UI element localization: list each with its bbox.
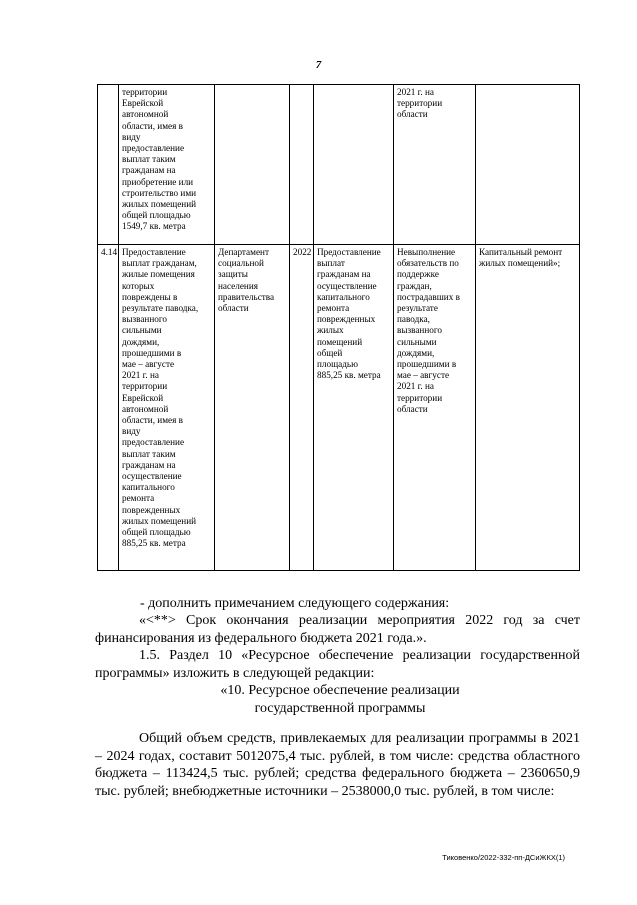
indicator-link-cell [476,85,580,245]
indicator-link-cell: Капитальный ремонт жилых помещений»; [476,245,580,571]
measure-name-cell: территории Еврейской автономной области, имея в виду предоставление выплат таким гражданам на приобретение или строительство ими жилых помещений общей площадью 1549,7 кв. метра [119,85,215,245]
document-footer-id: Тиковенко/2022-332-пп-ДСиЖКХ(1) [442,853,565,862]
measures-table [97,84,580,571]
table-row [98,85,580,245]
section-heading: «10. Ресурсное обеспечение реализации государственной программы [220,683,460,716]
funding-paragraph: Общий объем средств, привлекаемых для реализации программы в 2021 – 2024 годах, составит 5012075,4 тыс. рублей, в том числе: средства областного бюджета – 113424,5 тыс. рублей; средства федерального бюджета – 2360650,9 тыс. рублей; внебюджетные источники – 2538000,0 тыс. рублей, в том числе: [95,731,580,799]
measure-name-cell: Предоставление выплат гражданам, жилые помещения которых повреждены в результате паводка, вызванного сильными дождями, прошедшими в мае – августе 2021 г. на территории Еврейской автономной области, имея в виду предоставление выплат таким гражданам на осуществление капитального ремонта поврежденных жилых помещений общей площадью 885,25 кв. метра [119,245,215,571]
expected-result-cell: Предоставление выплат гражданам на осуществление капитального ремонта поврежденных жилых помещений общей площадью 885,25 кв. метра [314,245,394,571]
year-cell [290,85,314,245]
year-cell: 2022 [290,245,314,571]
consequences-cell: Невыполнение обязательств по поддержке граждан, пострадавших в результате паводка, вызванного сильными дождями, прошедшими в мае – августе 2021 г. на территории области [394,245,476,571]
consequences-cell: 2021 г. на территории области [394,85,476,245]
page-number: 7 [315,59,322,71]
executor-cell: Департамент социальной защиты населения правительства области [215,245,290,571]
amendment-paragraph: - дополнить примечанием следующего содержания: [140,596,450,611]
table-row [98,245,580,571]
note-paragraph: «<**> Срок окончания реализации мероприятия 2022 год за счет финансирования из федерального бюджета 2021 года.». [95,613,580,646]
section-amendment-paragraph: 1.5. Раздел 10 «Ресурсное обеспечение реализации государственной программы» изложить в следующей редакции: [95,648,580,681]
executor-cell [215,85,290,245]
expected-result-cell [314,85,394,245]
row-number-cell: 4.14 [98,245,119,571]
row-number-cell [98,85,119,245]
